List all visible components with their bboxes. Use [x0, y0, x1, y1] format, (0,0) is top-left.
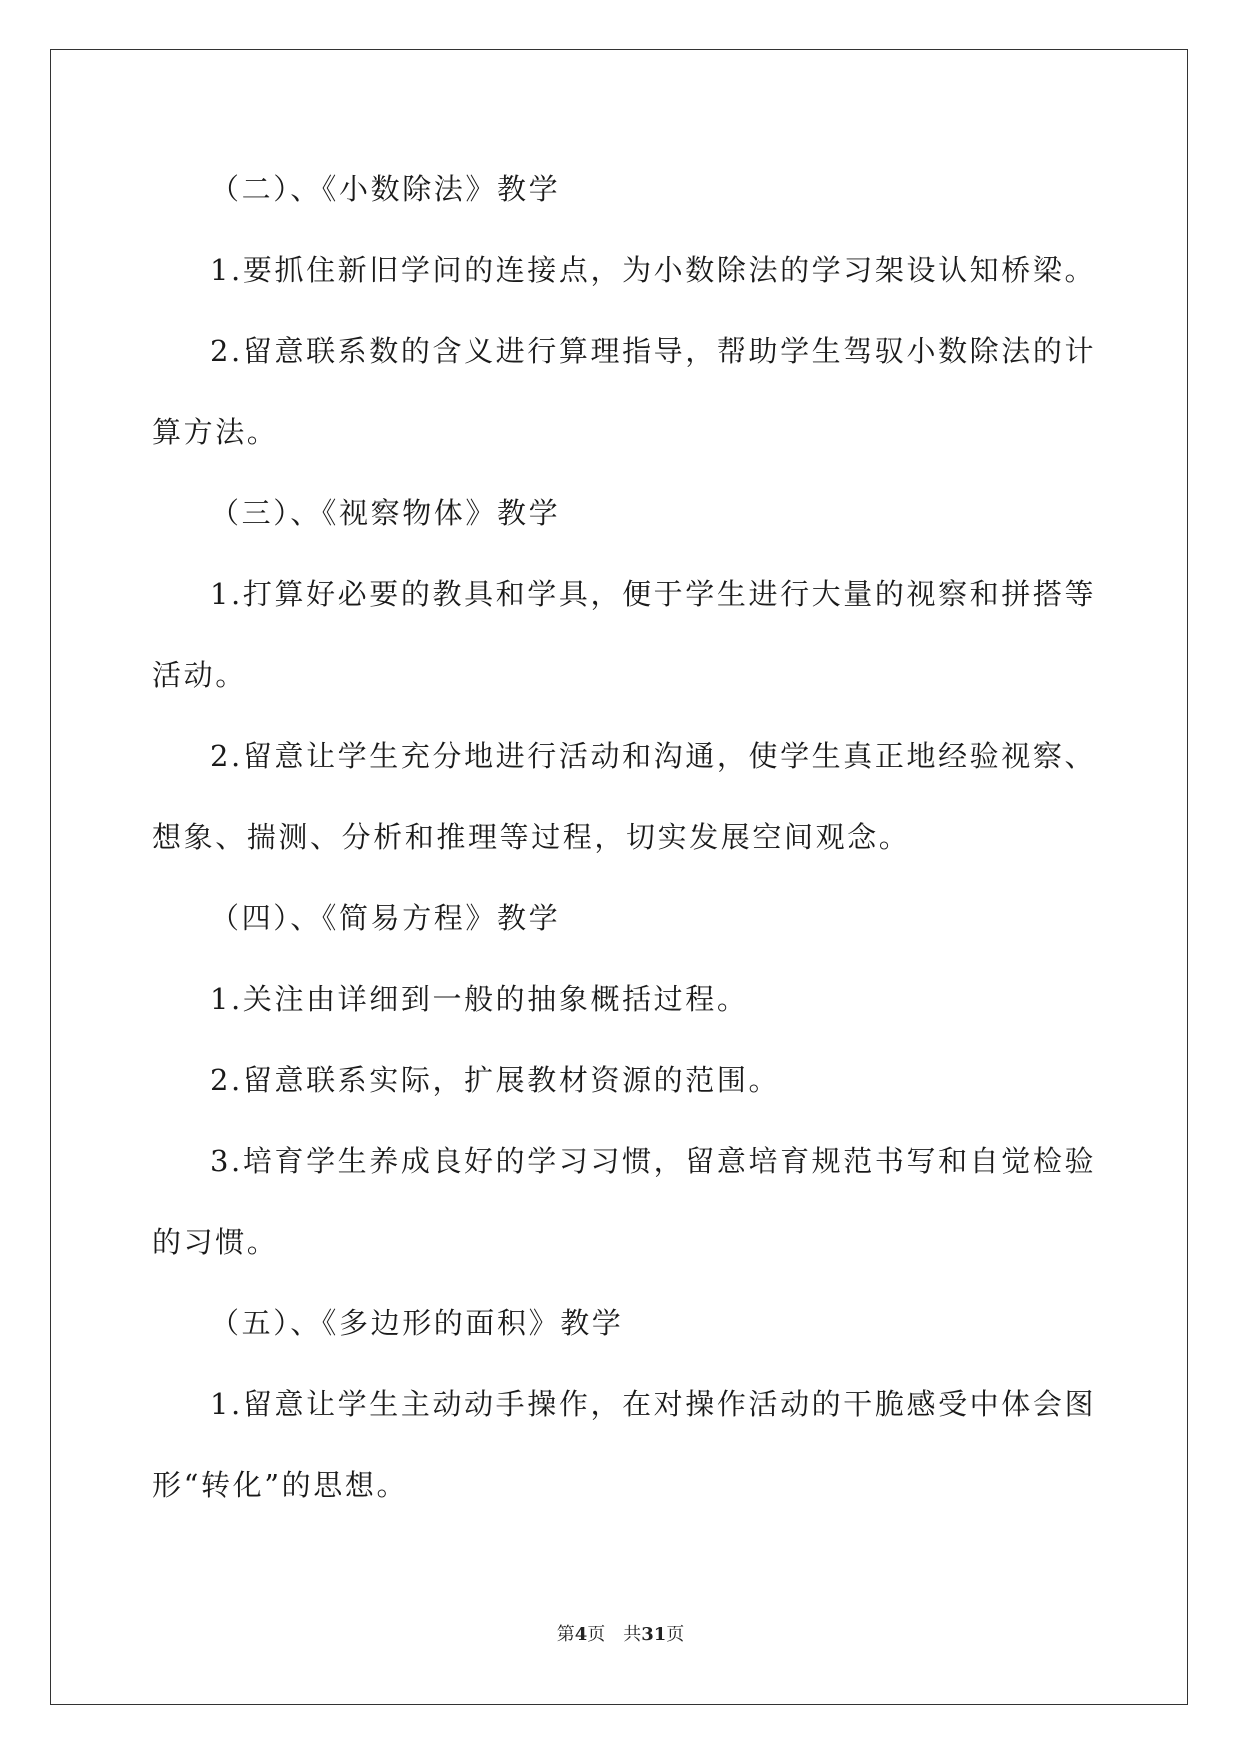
- footer-prefix: 第: [556, 1624, 575, 1645]
- total-page-number: 31: [641, 1624, 667, 1645]
- section-heading-3: （三）、《视察物体》教学: [210, 496, 561, 530]
- footer-mid: 页 共: [587, 1624, 642, 1645]
- paragraph-line: 的习惯。: [152, 1225, 279, 1259]
- paragraph-line: 活动。: [152, 658, 247, 692]
- section-heading-4: （四）、《简易方程》教学: [210, 901, 561, 935]
- paragraph-line: 2.留意让学生充分地进行活动和沟通，使学生真正地经验视察、: [210, 739, 1097, 773]
- paragraph-line: 2.留意联系实际，扩展教材资源的范围。: [210, 1063, 781, 1097]
- paragraph-line: 1.要抓住新旧学问的连接点，为小数除法的学习架设认知桥梁。: [210, 253, 1097, 287]
- paragraph-line: 算方法。: [152, 415, 279, 449]
- page-footer: [0, 1624, 1241, 1646]
- page-border: [50, 49, 1188, 1705]
- section-heading-5: （五）、《多边形的面积》教学: [210, 1306, 624, 1340]
- paragraph-line: 形“转化”的思想。: [152, 1468, 409, 1502]
- paragraph-line: 1.关注由详细到一般的抽象概括过程。: [210, 982, 749, 1016]
- paragraph-line: 1.留意让学生主动动手操作，在对操作活动的干脆感受中体会图: [210, 1387, 1097, 1421]
- paragraph-line: 想象、揣测、分析和推理等过程，切实发展空间观念。: [152, 820, 911, 854]
- footer-suffix: 页: [666, 1624, 685, 1645]
- paragraph-line: 1.打算好必要的教具和学具，便于学生进行大量的视察和拼搭等: [210, 577, 1097, 611]
- paragraph-line: 3.培育学生养成良好的学习习惯，留意培育规范书写和自觉检验: [210, 1144, 1097, 1178]
- paragraph-line: 2.留意联系数的含义进行算理指导，帮助学生驾驭小数除法的计: [210, 334, 1097, 368]
- current-page-number: 4: [574, 1624, 588, 1645]
- section-heading-2: （二）、《小数除法》教学: [210, 172, 561, 206]
